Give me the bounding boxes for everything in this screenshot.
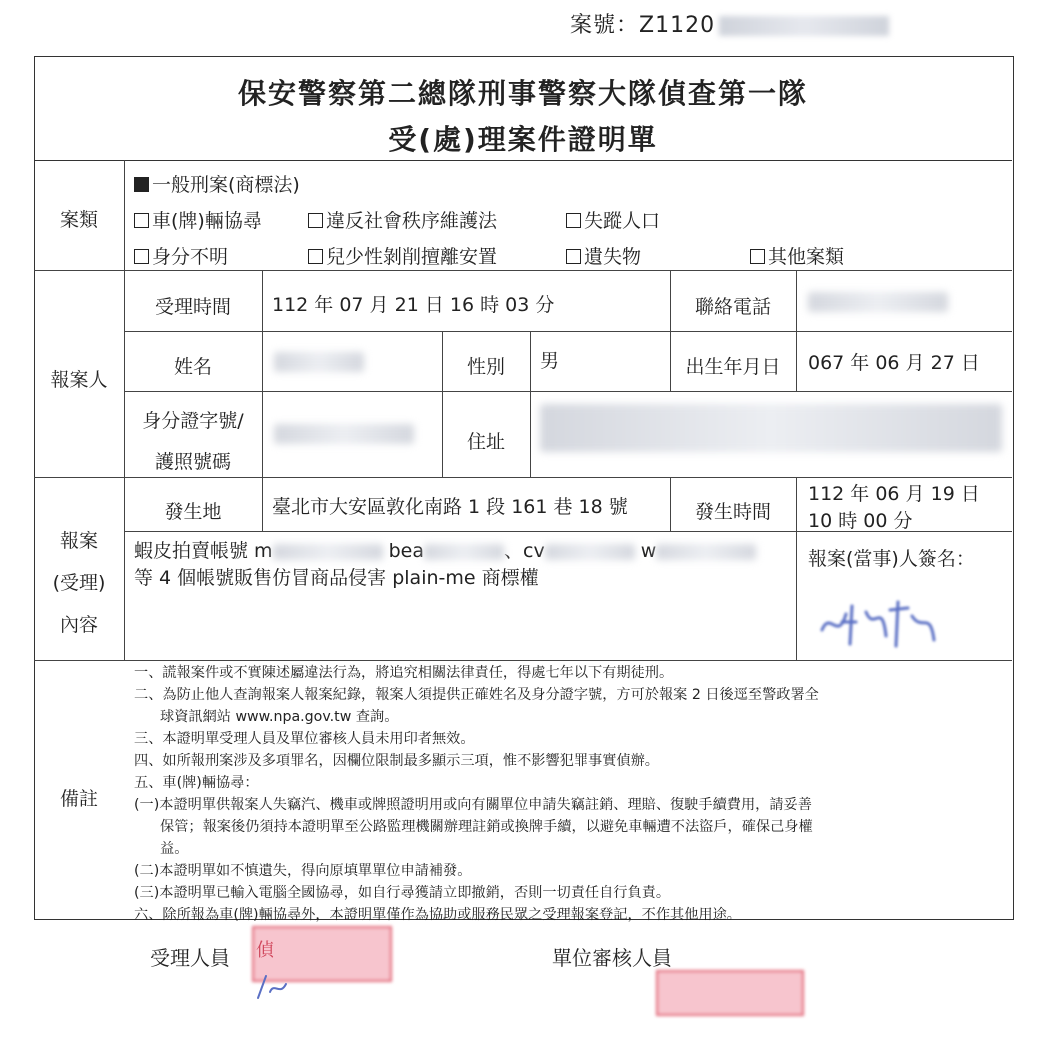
case-type-option[interactable]: 違反社會秩序維護法 [308,206,497,233]
occurrence-time-label: 發生時間 [694,501,771,523]
reporter-label: 報案人 [50,369,108,391]
checkbox-icon[interactable] [566,249,581,264]
case-type-option[interactable]: 其他案類 [750,242,844,269]
redacted-case-number [719,16,889,36]
checkbox-icon[interactable] [134,249,149,264]
receiver-signature-image [252,972,292,1002]
title-box [34,56,1012,161]
report-content-label: 報案 (受理) 內容 [52,530,106,636]
remark-line: 球資訊網站 www.npa.gov.tw 查詢。 [160,709,399,725]
case-type-option[interactable]: 兒少性剝削擅離安置 [308,242,497,269]
checkbox-icon[interactable] [308,213,323,228]
reviewer-stamp [656,970,804,1016]
remark-line: 六、除所報為車(牌)輛協尋外，本證明單僅作為協助或服務民眾之受理報案登記，不作其他用途。 [134,907,741,923]
received-time-label: 受理時間 [154,296,231,318]
checkbox-icon[interactable] [750,249,765,264]
remark-line: 一、謊報案件或不實陳述屬違法行為，將追究相關法律責任，得處七年以下有期徒刑。 [134,665,674,681]
name-label: 姓名 [173,356,212,378]
passport-label: 護照號碼 [154,451,231,473]
case-type-label: 案類 [59,209,98,231]
report-content-line2: 等 4 個帳號販售仿冒商品侵害 plain-me 商標權 [134,567,539,589]
remarks-list [134,662,1004,926]
redacted-account [656,544,756,560]
occurrence-time-date: 112 年 06 月 19 日 [808,483,980,505]
checkbox-icon[interactable] [308,249,323,264]
signature-label: 報案(當事)人簽名： [808,548,975,570]
row-divider [124,331,1012,332]
address-label: 住址 [466,431,505,453]
col-divider [796,270,797,392]
redacted-account [545,544,635,560]
remark-line: (二)本證明單如不慎遺失，得向原填單單位申請補發。 [134,863,472,879]
redacted-account [424,544,504,560]
location-value: 臺北市大安區敦化南路 1 段 161 巷 18 號 [272,496,628,518]
col-divider [796,477,797,660]
received-time-value: 112 年 07 月 21 日 16 時 03 分 [272,294,555,316]
remarks-label: 備註 [59,788,98,810]
remark-line: 保管；報案後仍須持本證明單至公路監理機關辦理註銷或換牌手續，以避免車輛遭不法盜戶，確保己身權 [160,819,813,835]
agency-title: 保安警察第二總隊刑事警察大隊偵查第一隊 [237,77,808,110]
case-type-option[interactable]: 一般刑案(商標法) [134,170,300,197]
document-title: 受(處)理案件證明單 [388,123,658,156]
col-divider [262,477,263,531]
checkbox-checked-icon[interactable] [134,177,149,192]
gender-value: 男 [540,350,560,372]
checkbox-icon[interactable] [566,213,581,228]
location-label: 發生地 [164,501,222,523]
report-content-line1: 蝦皮拍賣帳號 m bea 、cv w [134,536,756,563]
redacted-phone [808,292,948,312]
signature-image [812,592,942,652]
redacted-address [540,404,1002,452]
redacted-account [273,544,383,560]
row-divider [34,660,1012,661]
case-number-label: 案號：Z1120 [570,13,716,38]
case-type-option[interactable]: 身分不明 [134,242,228,269]
remark-line: 二、為防止他人查詢報案人報案紀錄，報案人須提供正確姓名及身分證字號，方可於報案 2 日後逕至警政署全 [134,687,819,703]
remark-line: (一)本證明單供報案人失竊汽、機車或牌照證明用或向有關單位申請失竊註銷、理賠、復駛手續費用，請妥善 [134,797,812,813]
col-divider [262,270,263,477]
receiver-label: 受理人員 [150,946,230,970]
col-divider [530,331,531,477]
remark-line: 四、如所報刑案涉及多項罪名，因欄位限制最多顯示三項，惟不影響犯罪事實偵辦。 [134,753,659,769]
redacted-id-number [274,424,414,444]
case-number [570,8,889,39]
row-divider [124,391,1012,392]
row-divider [34,270,1012,271]
case-type-option[interactable]: 失蹤人口 [566,206,660,233]
row-divider [34,477,1012,478]
occurrence-time-hour: 10 時 00 分 [808,510,913,532]
receiver-stamp-char: 偵 [256,940,274,961]
birth-label: 出生年月日 [685,356,781,378]
remark-line: (三)本證明單已輸入電腦全國協尋，如自行尋獲請立即撤銷，否則一切責任自行負責。 [134,885,671,901]
remark-line: 益。 [160,841,189,857]
checkbox-icon[interactable] [134,213,149,228]
case-type-option[interactable]: 車(牌)輛協尋 [134,206,262,233]
remark-line: 五、車(牌)輛協尋： [134,775,259,791]
case-type-option[interactable]: 遺失物 [566,242,641,269]
redacted-name [274,352,364,372]
phone-label: 聯絡電話 [694,296,771,318]
remark-line: 三、本證明單受理人員及單位審核人員未用印者無效。 [134,731,475,747]
reviewer-label: 單位審核人員 [552,946,672,970]
gender-label: 性別 [466,356,505,378]
birth-value: 067 年 06 月 27 日 [808,352,980,374]
id-label: 身分證字號/ [142,410,244,432]
